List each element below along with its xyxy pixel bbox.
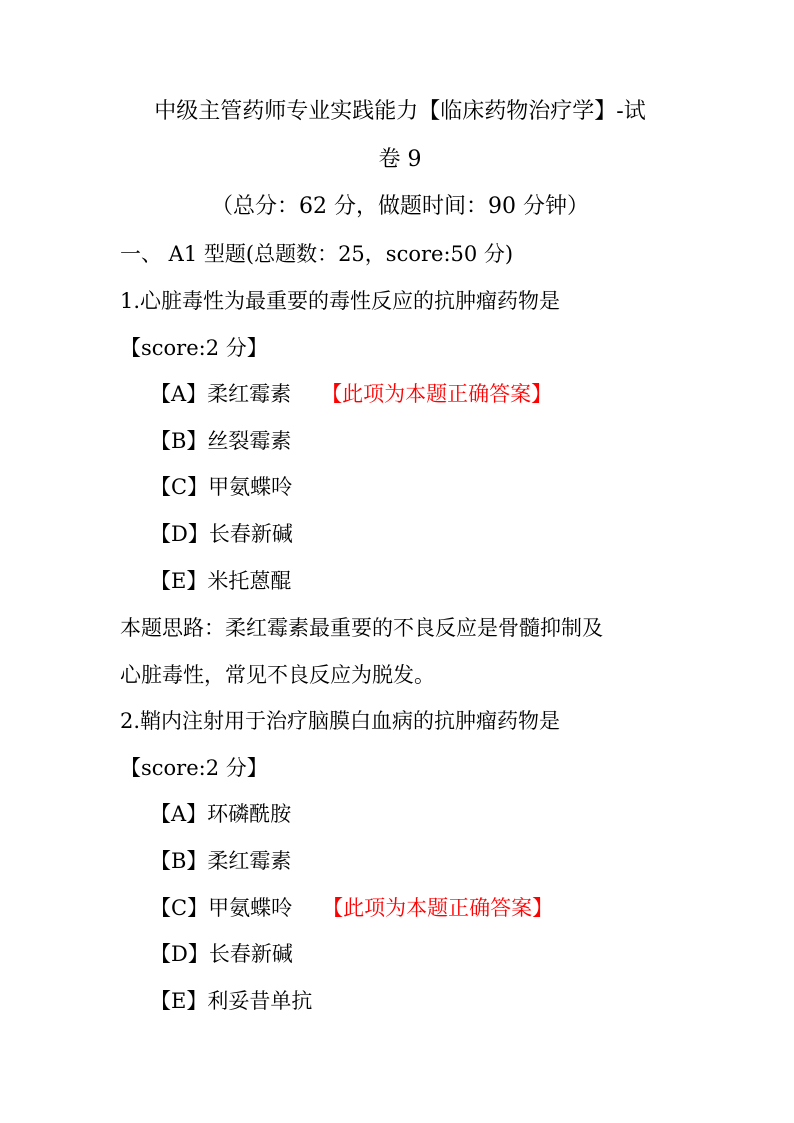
answer-option: [150, 566, 291, 596]
option-text: 【B】丝裂霉素: [150, 429, 292, 453]
question-stem: 1.心脏毒性为最重要的毒性反应的抗肿瘤药物是: [120, 289, 561, 313]
exam-summary: （总分：62 分，做题时间：90 分钟）: [211, 194, 589, 219]
question-stem: 2.鞘内注射用于治疗脑膜白血病的抗肿瘤药物是: [120, 709, 561, 733]
answer-option: [150, 472, 292, 502]
answer-option: [150, 426, 291, 456]
question-score: 【score:2 分】: [120, 336, 268, 360]
option-text: 【A】柔红霉素: [150, 382, 292, 406]
explanation-text: 心脏毒性，常见不良反应为脱发。: [120, 663, 435, 687]
document-title-line2: 卷 9: [378, 147, 422, 172]
option-text: 【E】利妥昔单抗: [150, 989, 313, 1013]
option-text: 【E】米托蒽醌: [150, 569, 292, 593]
answer-option: [150, 986, 312, 1016]
option-text: 【D】长春新碱: [150, 522, 293, 546]
answer-option: [150, 379, 552, 409]
answer-option: [150, 893, 553, 923]
document-title-line1: 中级主管药师专业实践能力【临床药物治疗学】-试: [154, 99, 646, 124]
answer-option: [150, 939, 293, 969]
answer-option: [150, 799, 291, 829]
option-text: 【D】长春新碱: [150, 942, 293, 966]
option-text: 【B】柔红霉素: [150, 849, 292, 873]
option-text: 【C】甲氨蝶呤: [150, 896, 293, 920]
option-text: 【C】甲氨蝶呤: [150, 475, 293, 499]
option-text: 【A】环磷酰胺: [150, 802, 292, 826]
explanation-text: 本题思路：柔红霉素最重要的不良反应是骨髓抑制及: [120, 616, 603, 640]
correct-answer-mark: 【此项为本题正确答案】: [322, 896, 554, 920]
answer-option: [150, 519, 293, 549]
correct-answer-mark: 【此项为本题正确答案】: [321, 382, 553, 406]
answer-option: [150, 846, 291, 876]
section-heading: 一、 A1 型题(总题数：25，score:50 分): [120, 242, 514, 266]
question-score: 【score:2 分】: [120, 756, 268, 780]
